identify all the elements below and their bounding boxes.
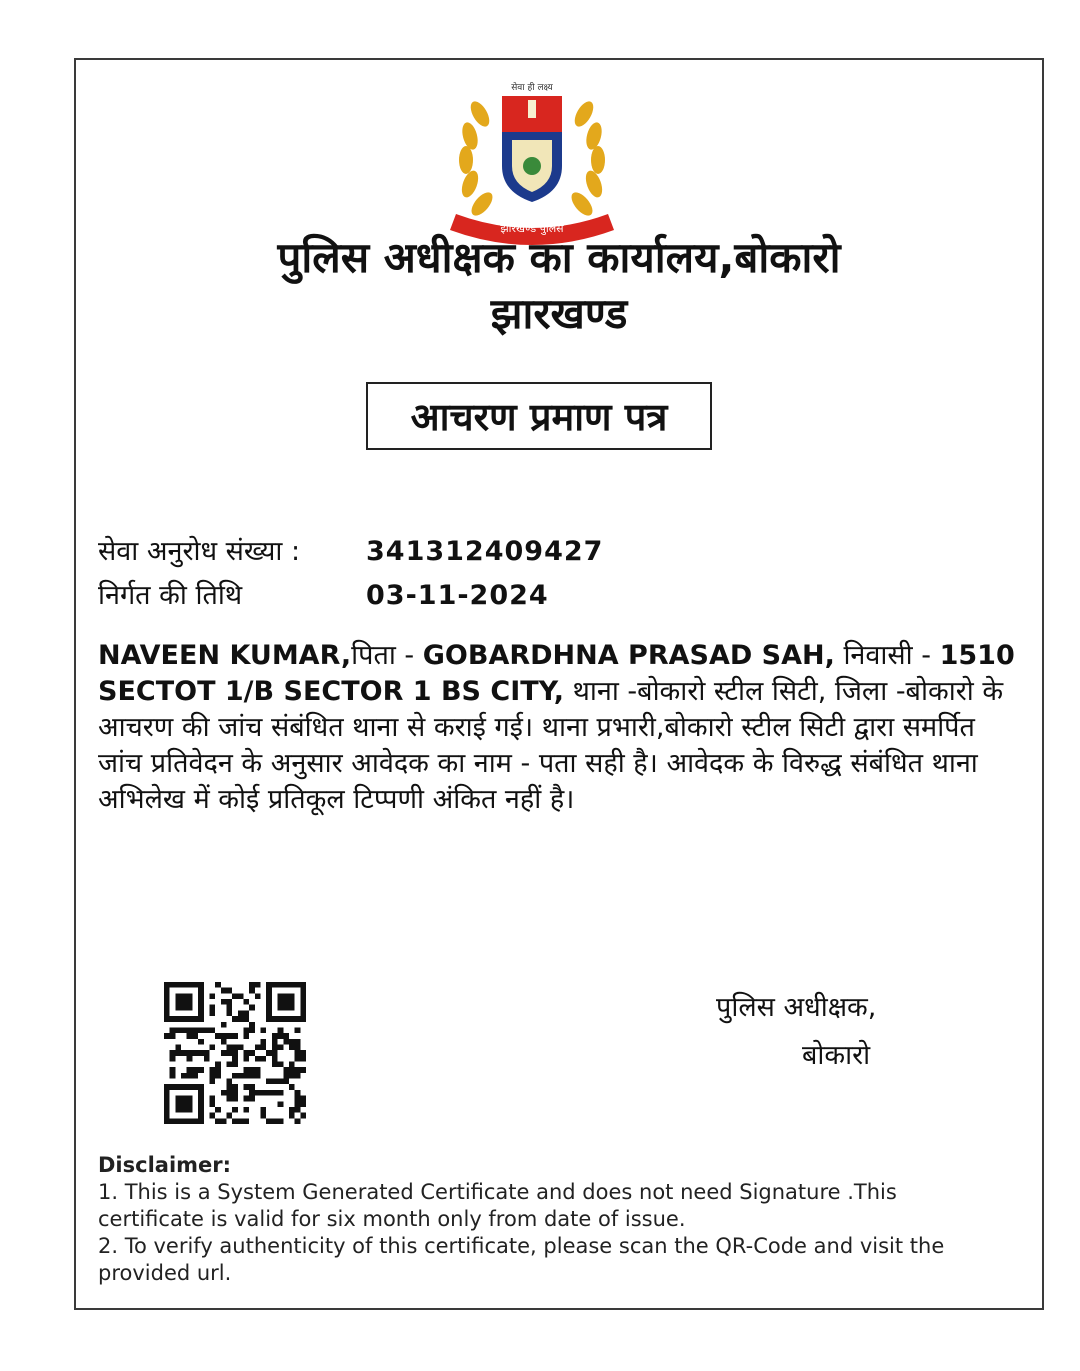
- applicant-address: 1510 SECTOT 1/B SECTOR 1 BS CITY,: [98, 640, 1015, 707]
- office-title-line2: झारखण्ड: [490, 289, 628, 338]
- document-title: आचरण प्रमाण पत्र: [366, 382, 712, 450]
- disclaimer-heading: Disclaimer:: [98, 1153, 232, 1177]
- father-name: GOBARDHNA PRASAD SAH,: [422, 640, 835, 671]
- disclaimer: [98, 1152, 998, 1287]
- signatory-designation: पुलिस अधीक्षक,: [716, 992, 877, 1023]
- request-number-label: सेवा अनुरोध संख्या :: [98, 536, 301, 567]
- verification-statement: थाना -बोकारो स्टील सिटी, जिला -बोकारो के आचरण की जांच संबंधित थाना से कराई गई। थाना प्रभारी,बोकारो स्टील सिटी द्वारा समर्पित जांच प्रतिवेदन के अनुसार आवेदक का नाम - पता सही है। आवेदक के विरुद्ध संबंधित थाना अभिलेख में कोई प्रतिकूल टिप्पणी अंकित नहीं है।: [98, 676, 1004, 815]
- emblem-ribbon-text: झारखण्ड पुलिस: [500, 222, 564, 235]
- certificate-body: [98, 638, 1020, 818]
- emblem-motto: सेवा ही लक्ष्य: [511, 83, 553, 93]
- signatory-block: [716, 984, 876, 1080]
- office-title-line1: पुलिस अधीक्षक का कार्यालय,बोकारो: [277, 233, 841, 282]
- request-number-value: 341312409427: [366, 536, 604, 567]
- qr-code-icon[interactable]: [164, 982, 306, 1124]
- certificate-meta: [98, 530, 603, 618]
- disclaimer-item-1: 1. This is a System Generated Certificate and does not need Signature .This certificate is valid for six month only from date of issue.: [98, 1180, 897, 1231]
- disclaimer-item-2: 2. To verify authenticity of this certificate, please scan the QR-Code and visit the provided url.: [98, 1234, 945, 1285]
- applicant-name: NAVEEN KUMAR,: [98, 640, 352, 671]
- resident-label: निवासी -: [834, 640, 940, 671]
- office-title: [76, 230, 1042, 342]
- police-emblem-icon: [442, 74, 622, 246]
- request-number-row: [98, 530, 603, 574]
- signatory-place: बोकारो: [802, 1040, 871, 1071]
- issue-date-row: [98, 574, 603, 618]
- certificate: [74, 58, 1044, 1310]
- father-label: पिता -: [351, 640, 423, 671]
- issue-date-value: 03-11-2024: [366, 580, 549, 611]
- issue-date-label: निर्गत की तिथि: [98, 580, 243, 611]
